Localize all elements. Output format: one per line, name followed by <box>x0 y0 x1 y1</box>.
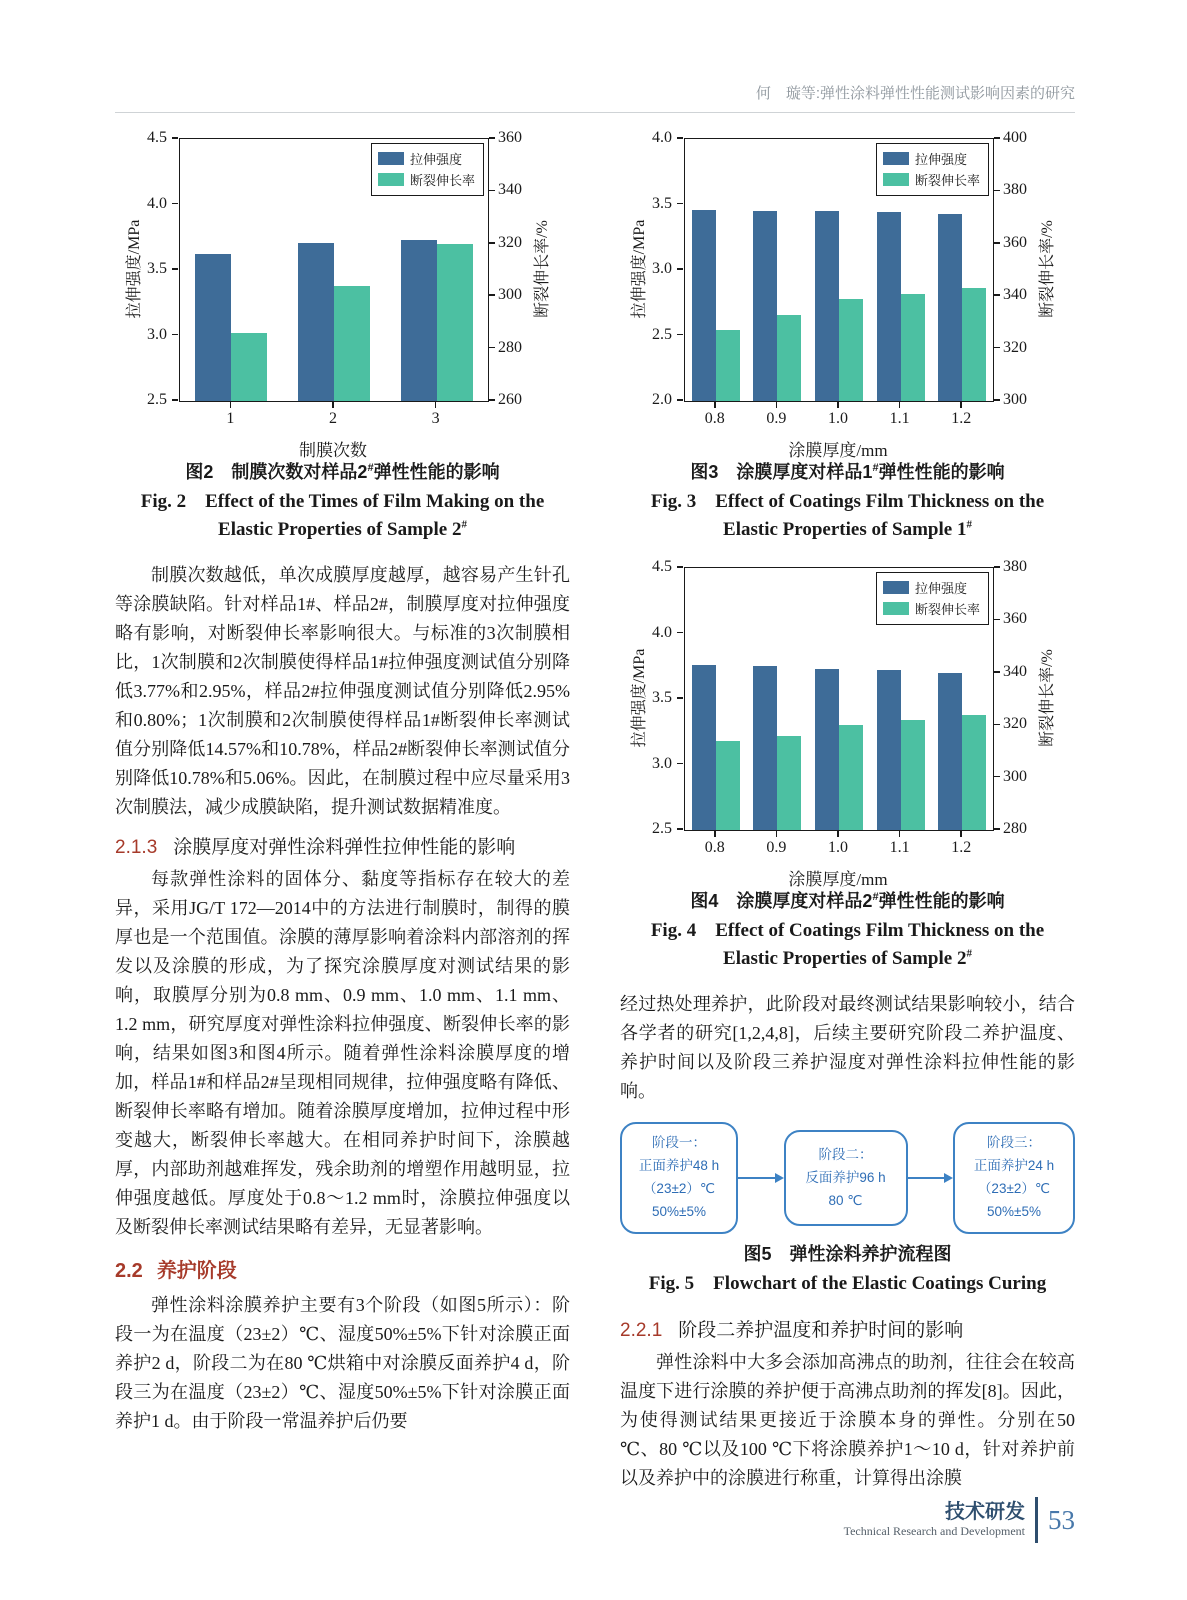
fig4-bar-strength-0.9 <box>753 666 777 830</box>
y-tick-label: 2.0 <box>652 391 672 408</box>
x-tick-mark <box>899 402 901 408</box>
stage-2-box <box>784 1130 908 1226</box>
fig5-caption-en: Fig. 5 Flowchart of the Elastic Coatings Curing <box>648 1272 1047 1294</box>
fig4-bar-strength-1.2 <box>938 673 962 830</box>
y-tick-label: 380 <box>1003 558 1027 576</box>
stage-3-humidity: 50%±5% <box>987 1204 1041 1219</box>
y-tick-label: 380 <box>1003 181 1027 199</box>
y-tick-label: 4.0 <box>652 623 672 641</box>
fig3-x-axis-label: 涂膜厚度/mm <box>788 441 888 460</box>
fig3-bar-elongation-1.0 <box>839 299 863 401</box>
y-tick-label: 3.5 <box>147 260 167 277</box>
fig4-bar-strength-1.1 <box>877 670 901 830</box>
x-tick-mark <box>776 831 778 837</box>
legend-swatch <box>883 152 909 165</box>
y-tick-label: 300 <box>498 286 522 304</box>
fig2-right-axis-label: 断裂伸长率/% <box>534 220 551 318</box>
fig2-bar-elongation-2 <box>334 286 370 401</box>
y-tick-mark <box>489 137 495 139</box>
y-tick-label: 360 <box>498 129 522 146</box>
y-tick-mark <box>172 203 178 205</box>
section-number: 2.2.1 <box>620 1320 663 1342</box>
fig3-plot-area <box>684 138 994 402</box>
fig4-bar-elongation-1.2 <box>962 715 986 830</box>
section-2-2-1-heading <box>620 1315 1075 1342</box>
y-tick-label: 340 <box>1003 662 1027 680</box>
x-tick-label: 1.0 <box>828 410 848 427</box>
y-tick-mark <box>677 268 683 270</box>
fig4-bar-strength-0.8 <box>692 665 716 830</box>
fig2-x-axis-label: 制膜次数 <box>299 441 367 460</box>
page-footer <box>844 1497 1075 1543</box>
x-tick-mark <box>332 402 334 408</box>
fig3-bar-strength-0.8 <box>692 210 716 401</box>
y-tick-label: 280 <box>1003 820 1027 838</box>
fig2-bar-strength-3 <box>401 240 437 401</box>
y-tick-mark <box>489 294 495 296</box>
x-tick-label: 0.9 <box>766 410 787 427</box>
footer-divider <box>1035 1497 1038 1543</box>
fig3-right-axis-label: 断裂伸长率/% <box>1039 220 1056 318</box>
fig3-bar-elongation-0.9 <box>777 315 801 402</box>
right-column <box>620 129 1075 1495</box>
fig3-caption-zh: 图3 涂膜厚度对样品1#弹性性能的影响 <box>690 462 1005 482</box>
page-number: 53 <box>1048 1504 1075 1535</box>
figure-3 <box>620 129 1075 543</box>
y-tick-mark <box>994 671 1000 673</box>
y-tick-label: 4.0 <box>652 129 672 146</box>
y-tick-label: 340 <box>498 181 522 199</box>
stage-3-box <box>953 1122 1075 1234</box>
arrow-shaft <box>908 1177 945 1179</box>
fig3-bar-elongation-0.8 <box>716 330 740 401</box>
x-tick-label: 3 <box>431 410 440 427</box>
flow-arrow-1 <box>738 1173 784 1183</box>
stage-3-title: 阶段三： <box>987 1135 1041 1151</box>
y-tick-label: 320 <box>1003 338 1027 356</box>
fig3-bar-strength-1.0 <box>815 211 839 401</box>
fig2-legend <box>371 143 484 196</box>
legend-swatch <box>378 152 404 165</box>
fig4-legend <box>876 572 989 625</box>
legend-item <box>883 599 980 618</box>
stage-1-duration: 正面养护48 h <box>638 1158 720 1174</box>
y-tick-mark <box>994 294 1000 296</box>
footer-section-zh: 技术研发 <box>945 1501 1025 1523</box>
y-tick-label: 3.0 <box>652 260 672 277</box>
y-tick-label: 3.0 <box>147 325 167 343</box>
fig3-bar-strength-0.9 <box>753 211 777 401</box>
y-tick-label: 320 <box>498 233 522 251</box>
y-tick-label: 3.5 <box>652 194 672 212</box>
x-tick-mark <box>714 402 716 408</box>
fig4-caption-zh: 图4 涂膜厚度对样品2#弹性性能的影响 <box>690 891 1005 912</box>
x-tick-mark <box>714 831 716 837</box>
y-tick-label: 360 <box>1003 233 1027 251</box>
y-tick-label: 340 <box>1003 286 1027 304</box>
legend-item <box>378 149 475 168</box>
two-column-content <box>115 129 1075 1495</box>
x-tick-label: 1.2 <box>951 839 972 857</box>
section-2-2-heading <box>115 1254 570 1283</box>
y-tick-label: 300 <box>1003 391 1027 408</box>
legend-swatch <box>883 602 909 615</box>
x-tick-label: 2 <box>329 410 337 427</box>
section-2-1-3-heading <box>115 832 570 859</box>
y-tick-mark <box>677 399 683 401</box>
paragraph-film-times: 制膜次数越低，单次成膜厚度越厚，越容易产生针孔等涂膜缺陷。针对样品1#、样品2#，制膜厚度对拉伸强度略有影响，对断裂伸长率影响很大。与标准的3次制膜相比，1次制膜和2次制膜使得样品1#拉伸强度测试值分别降低3.77%和2.95%，样品2#拉伸强度测试值分别降低2.95%和0.80%；1次制膜和2次制膜使得样品1#断裂伸长率测试值分别降低14.57%和10.78%，样品2#断裂伸长率测试值分别降低10.78%和5.06%。因此，在制膜过程中应尽量采用3次制膜法，减少成膜缺陷，提升测试数据精准度。 <box>115 565 570 818</box>
y-tick-label: 2.5 <box>652 325 672 343</box>
stage-2-title: 阶段二： <box>818 1146 873 1162</box>
x-tick-mark <box>230 402 232 408</box>
stage-3-temperature: （23±2）℃ <box>977 1181 1051 1197</box>
paragraph-temperature: 弹性涂料中大多会添加高沸点的助剂，往往会在较高温度下进行涂膜的养护便于高沸点助剂的挥发[8]。因此，为使得测试结果更接近于涂膜本身的弹性。分别在50 ℃、80 ℃以及100 ℃下将涂膜养护1～10 d，针对养护前以及养护中的涂膜进行称重，计算得出涂膜 <box>620 1352 1075 1489</box>
fig2-bar-strength-2 <box>298 243 334 402</box>
legend-label: 断裂伸长率 <box>914 173 980 188</box>
x-tick-label: 1.2 <box>951 410 972 427</box>
y-tick-label: 400 <box>1003 129 1027 146</box>
fig3-bar-strength-1.2 <box>938 214 962 401</box>
y-tick-label: 300 <box>1003 767 1027 785</box>
paragraph-thickness: 每款弹性涂料的固体分、黏度等指标存在较大的差异，采用JG/T 172—2014中的方法进行制膜时，制得的膜厚也是一个范围值。涂膜的薄厚影响着涂料内部溶剂的挥发以及涂膜的形成，为了探究涂膜厚度对测试结果的影响，取膜厚分别为0.8 mm、0.9 mm、1.0 mm、1.1 mm、1.2 mm，研究厚度对弹性涂料拉伸强度、断裂伸长率的影响，结果如图3和图4所示。随着弹性涂料涂膜厚度的增加，样品1#和样品2#呈现相同规律，拉伸强度略有降低、断裂伸长率略有增加。随着涂膜厚度增加，拉伸过程中形变越大，断裂伸长率越大。在相同养护时间下，涂膜越厚，内部助剂越难挥发，残余助剂的增塑作用越明显，拉伸强度越低。厚度处于0.8～1.2 mm时，涂膜拉伸强度以及断裂伸长率测试结果略有差异，无显著影响。 <box>115 869 570 1238</box>
x-tick-mark <box>435 402 437 408</box>
y-tick-mark <box>677 566 683 568</box>
y-tick-label: 4.0 <box>147 194 167 212</box>
x-tick-label: 0.8 <box>704 839 725 857</box>
legend-label: 拉伸强度 <box>914 152 967 167</box>
fig4-left-axis-label: 拉伸强度/MPa <box>631 648 648 748</box>
left-column <box>115 129 570 1495</box>
y-tick-mark <box>489 399 495 401</box>
y-tick-mark <box>677 828 683 830</box>
x-tick-mark <box>776 402 778 408</box>
arrow-head-icon <box>775 1173 784 1183</box>
section-title: 涂膜厚度对弹性涂料弹性拉伸性能的影响 <box>173 837 516 859</box>
paragraph-heat-curing: 经过热处理养护，此阶段对最终测试结果影响较小，结合各学者的研究[1,2,4,8]，后续主要研究阶段二养护温度、养护时间以及阶段三养护湿度对弹性涂料拉伸性能的影响。 <box>620 994 1075 1102</box>
y-tick-label: 320 <box>1003 715 1027 733</box>
fig4-chart <box>620 558 1075 890</box>
fig4-x-axis-label: 涂膜厚度/mm <box>788 870 888 890</box>
x-tick-mark <box>837 402 839 408</box>
legend-item <box>883 578 980 597</box>
arrow-shaft <box>738 1177 775 1179</box>
y-tick-mark <box>172 334 178 336</box>
legend-item <box>378 170 475 189</box>
y-tick-mark <box>172 399 178 401</box>
fig4-bar-elongation-1.0 <box>839 725 863 830</box>
stage-1-title: 阶段一： <box>652 1135 706 1151</box>
fig2-bar-elongation-1 <box>231 333 267 401</box>
fig5-flowchart <box>620 1122 1075 1234</box>
legend-swatch <box>883 173 909 186</box>
y-tick-mark <box>677 334 683 336</box>
fig2-caption-zh: 图2 制膜次数对样品2#弹性性能的影响 <box>185 462 500 482</box>
legend-swatch <box>883 581 909 594</box>
y-tick-mark <box>172 268 178 270</box>
fig3-bar-elongation-1.1 <box>901 294 925 401</box>
y-tick-label: 260 <box>498 391 522 408</box>
running-title: 何 璇等:弹性涂料弹性性能测试影响因素的研究 <box>755 85 1075 102</box>
y-tick-label: 280 <box>498 338 522 356</box>
y-tick-mark <box>677 697 683 699</box>
y-tick-mark <box>677 203 683 205</box>
fig4-bar-strength-1.0 <box>815 669 839 830</box>
paragraph-curing: 弹性涂料涂膜养护主要有3个阶段（如图5所示）：阶段一为在温度（23±2）℃、湿度50%±5%下针对涂膜正面养护2 d，阶段二为在80 ℃烘箱中对涂膜反面养护4 d，阶段三为在温度（23±2）℃、湿度50%±5%下针对涂膜正面养护1 d。由于阶段一常温养护后仍要 <box>115 1295 570 1432</box>
fig2-bar-elongation-3 <box>437 244 473 401</box>
fig4-bar-elongation-0.9 <box>777 736 801 830</box>
fig4-caption-en: Fig. 4 Effect of Coatings Film Thickness on the Elastic Properties of Sample 2# <box>650 920 1045 969</box>
y-tick-mark <box>994 242 1000 244</box>
y-tick-label: 4.5 <box>147 129 167 146</box>
footer-section-en: Technical Research and Development <box>843 1524 1025 1538</box>
y-tick-label: 4.5 <box>652 558 672 576</box>
legend-label: 拉伸强度 <box>914 581 967 597</box>
fig3-bar-elongation-1.2 <box>962 288 986 401</box>
fig2-left-axis-label: 拉伸强度/MPa <box>126 219 143 319</box>
x-tick-mark <box>960 402 962 408</box>
fig4-bar-elongation-0.8 <box>716 741 740 830</box>
fig3-caption-en: Fig. 3 Effect of Coatings Film Thickness on the Elastic Properties of Sample 1# <box>650 491 1045 540</box>
y-tick-label: 2.5 <box>652 820 672 838</box>
arrow-head-icon <box>944 1173 953 1183</box>
stage-3-duration: 正面养护24 h <box>973 1158 1055 1174</box>
footer-section-block <box>844 1501 1025 1539</box>
y-tick-mark <box>994 828 1000 830</box>
legend-swatch <box>378 173 404 186</box>
y-tick-mark <box>994 724 1000 726</box>
y-tick-mark <box>994 776 1000 778</box>
section-number: 2.2 <box>115 1260 143 1283</box>
legend-item <box>883 149 980 168</box>
x-tick-label: 1.1 <box>889 410 910 427</box>
section-title: 养护阶段 <box>156 1260 237 1283</box>
legend-item <box>883 170 980 189</box>
stage-1-temperature: （23±2）℃ <box>642 1181 716 1197</box>
x-tick-label: 1.1 <box>889 839 910 857</box>
fig3-left-axis-label: 拉伸强度/MPa <box>631 219 648 319</box>
y-tick-mark <box>677 763 683 765</box>
fig2-caption-en: Fig. 2 Effect of the Times of Film Making on the Elastic Properties of Sample 2# <box>140 491 545 540</box>
fig5-caption-zh: 图5 弹性涂料养护流程图 <box>743 1243 952 1264</box>
flow-arrow-2 <box>908 1173 954 1183</box>
section-number: 2.1.3 <box>115 837 158 859</box>
x-tick-mark <box>899 831 901 837</box>
x-tick-label: 1.0 <box>828 839 848 857</box>
fig2-plot-area <box>179 138 489 402</box>
figure-2 <box>115 129 570 543</box>
y-tick-mark <box>677 632 683 634</box>
y-tick-mark <box>994 190 1000 192</box>
fig4-plot-area <box>684 567 994 831</box>
stage-2-temperature: 80 ℃ <box>828 1192 863 1208</box>
x-tick-mark <box>960 831 962 837</box>
y-tick-label: 3.5 <box>652 689 672 707</box>
y-tick-label: 3.0 <box>652 754 672 772</box>
y-tick-label: 360 <box>1003 610 1027 628</box>
fig2-chart <box>115 129 570 460</box>
fig3-legend <box>876 143 989 196</box>
y-tick-mark <box>994 347 1000 349</box>
fig4-bar-elongation-1.1 <box>901 720 925 830</box>
running-header <box>115 82 1075 113</box>
y-tick-mark <box>994 619 1000 621</box>
fig4-right-axis-label: 断裂伸长率/% <box>1039 649 1056 747</box>
y-tick-mark <box>994 399 1000 401</box>
y-tick-mark <box>172 137 178 139</box>
y-tick-mark <box>489 190 495 192</box>
y-tick-label: 2.5 <box>147 391 167 408</box>
x-tick-label: 0.9 <box>766 839 787 857</box>
y-tick-mark <box>994 566 1000 568</box>
fig3-chart <box>620 129 1075 460</box>
x-tick-label: 0.8 <box>704 410 725 427</box>
stage-2-duration: 反面养护96 h <box>805 1169 886 1185</box>
y-tick-mark <box>994 137 1000 139</box>
stage-1-humidity: 50%±5% <box>652 1204 706 1219</box>
legend-label: 断裂伸长率 <box>914 602 980 618</box>
section-title: 阶段二养护温度和养护时间的影响 <box>678 1320 964 1342</box>
y-tick-mark <box>677 137 683 139</box>
figure-4 <box>620 558 1075 972</box>
fig3-bar-strength-1.1 <box>877 212 901 401</box>
figure-5 <box>620 1122 1075 1297</box>
legend-label: 断裂伸长率 <box>409 173 475 188</box>
stage-1-box <box>620 1122 738 1234</box>
y-tick-mark <box>489 242 495 244</box>
x-tick-label: 1 <box>226 410 235 427</box>
legend-label: 拉伸强度 <box>409 152 462 167</box>
x-tick-mark <box>837 831 839 837</box>
y-tick-mark <box>489 347 495 349</box>
fig2-bar-strength-1 <box>195 254 231 401</box>
